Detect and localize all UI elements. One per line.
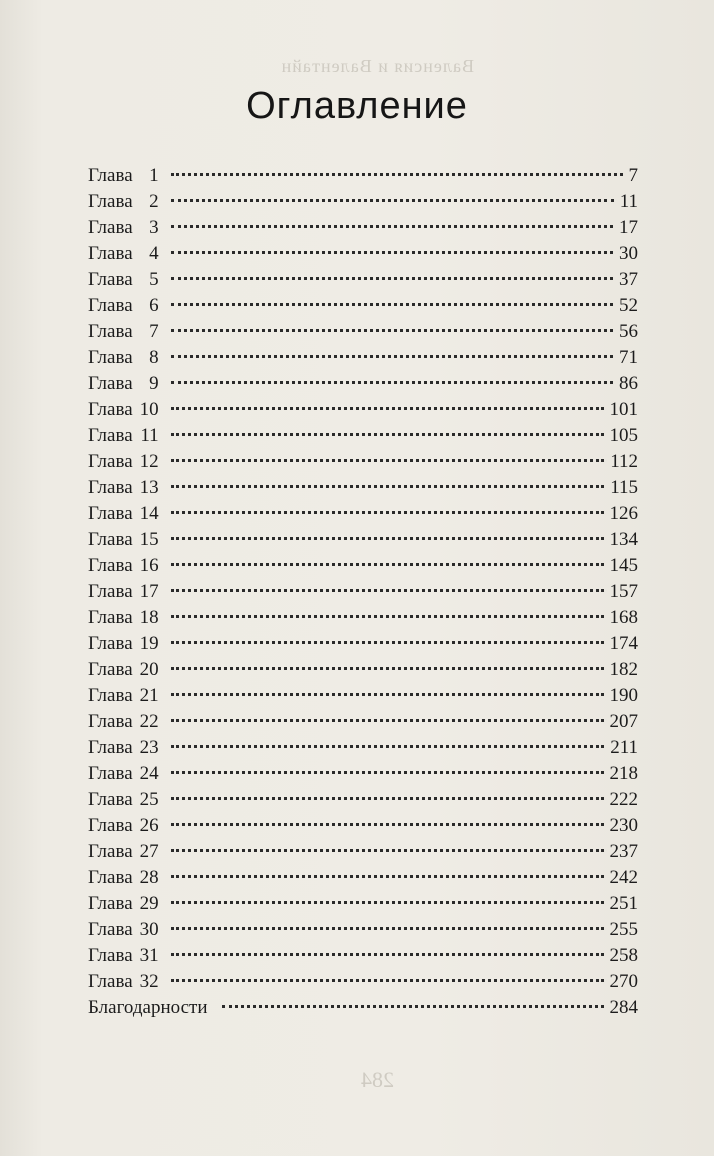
page-number: 115 xyxy=(610,477,638,498)
chapter-word: Глава xyxy=(88,165,133,186)
toc-entry-label xyxy=(88,475,165,501)
chapter-word: Глава xyxy=(88,243,133,264)
toc-entry-chapter-8[interactable] xyxy=(88,345,638,371)
dot-leader xyxy=(171,615,604,618)
toc-entry-chapter-22[interactable] xyxy=(88,709,638,735)
chapter-number: 21 xyxy=(139,685,159,706)
dot-leader xyxy=(171,875,604,878)
dot-leader xyxy=(171,303,613,306)
dot-leader xyxy=(171,901,604,904)
chapter-number: 11 xyxy=(140,425,159,446)
dot-leader xyxy=(171,953,604,956)
toc-entry-label xyxy=(88,345,165,371)
page-number: 134 xyxy=(609,529,638,550)
toc-entry-chapter-6[interactable] xyxy=(88,293,638,319)
toc-entry-label xyxy=(88,813,165,839)
toc-entry-label xyxy=(88,579,165,605)
page-number: 157 xyxy=(609,581,638,602)
chapter-number: 3 xyxy=(149,217,159,238)
chapter-number: 28 xyxy=(139,867,159,888)
toc-entry-label xyxy=(88,293,165,319)
chapter-word: Глава xyxy=(88,451,133,472)
toc-entry-label xyxy=(88,761,165,787)
toc-entry-label xyxy=(88,709,165,735)
toc-entry-label xyxy=(88,449,165,475)
page-number: 112 xyxy=(610,451,638,472)
bleed-page-number: 284 xyxy=(361,1067,394,1092)
dot-leader xyxy=(171,485,605,488)
chapter-word: Глава xyxy=(88,789,133,810)
page-number: 145 xyxy=(609,555,638,576)
toc-entry-chapter-18[interactable] xyxy=(88,605,638,631)
chapter-word: Глава xyxy=(88,529,133,550)
toc-entry-label xyxy=(88,917,165,943)
toc-entry-label xyxy=(88,657,165,683)
dot-leader xyxy=(171,667,604,670)
chapter-word: Глава xyxy=(88,971,133,992)
page-number: 182 xyxy=(609,659,638,680)
chapter-word: Глава xyxy=(88,685,133,706)
dot-leader xyxy=(171,979,604,982)
toc-entry-chapter-24[interactable] xyxy=(88,761,638,787)
toc-entry-chapter-9[interactable] xyxy=(88,371,638,397)
chapter-number: 10 xyxy=(139,399,159,420)
dot-leader xyxy=(171,277,613,280)
chapter-number: 25 xyxy=(139,789,159,810)
chapter-number: 8 xyxy=(149,347,159,368)
toc-entry-label xyxy=(88,605,165,631)
dot-leader xyxy=(171,745,605,748)
toc-entry-chapter-1[interactable] xyxy=(88,163,638,189)
chapter-word: Глава xyxy=(88,399,133,420)
dot-leader xyxy=(171,381,613,384)
toc-entry-label xyxy=(88,943,165,969)
toc-entry-label xyxy=(88,969,165,995)
toc-entry-label xyxy=(88,683,165,709)
toc-entry-label xyxy=(88,891,165,917)
page-number: 71 xyxy=(619,347,638,368)
chapter-word: Глава xyxy=(88,425,133,446)
toc-entry-chapter-30[interactable] xyxy=(88,917,638,943)
toc-entry-label xyxy=(88,163,165,189)
toc-entry-chapter-25[interactable] xyxy=(88,787,638,813)
chapter-word: Глава xyxy=(88,737,133,758)
chapter-number: 23 xyxy=(139,737,159,758)
page-number: 230 xyxy=(609,815,638,836)
page-number: 270 xyxy=(609,971,638,992)
page-number: 237 xyxy=(609,841,638,862)
dot-leader xyxy=(171,225,613,228)
page-number: 190 xyxy=(609,685,638,706)
toc-entry-label xyxy=(88,553,165,579)
dot-leader xyxy=(171,433,604,436)
toc-entry-chapter-21[interactable] xyxy=(88,683,638,709)
dot-leader xyxy=(171,537,604,540)
toc-entry-label xyxy=(88,527,165,553)
toc-entry-chapter-4[interactable] xyxy=(88,241,638,267)
chapter-number: 22 xyxy=(139,711,159,732)
dot-leader xyxy=(222,1005,604,1008)
chapter-word: Глава xyxy=(88,373,133,394)
dot-leader xyxy=(171,355,613,358)
toc-entry-label xyxy=(88,215,165,241)
page-number: 11 xyxy=(619,191,638,212)
page-number: 101 xyxy=(609,399,638,420)
chapter-word: Глава xyxy=(88,269,133,290)
toc-entry-chapter-15[interactable] xyxy=(88,527,638,553)
dot-leader xyxy=(171,199,614,202)
toc-entry-chapter-19[interactable] xyxy=(88,631,638,657)
page-number: 7 xyxy=(628,165,638,186)
toc-entry-acknowledgements[interactable] xyxy=(88,995,638,1021)
toc-entry-chapter-13[interactable] xyxy=(88,475,638,501)
toc-entry-chapter-31[interactable] xyxy=(88,943,638,969)
chapter-number: 6 xyxy=(149,295,159,316)
chapter-number: 13 xyxy=(139,477,159,498)
chapter-word: Глава xyxy=(88,893,133,914)
chapter-word: Глава xyxy=(88,607,133,628)
toc-entry-chapter-28[interactable] xyxy=(88,865,638,891)
toc-entry-chapter-23[interactable] xyxy=(88,735,638,761)
dot-leader xyxy=(171,511,604,514)
dot-leader xyxy=(171,329,613,332)
toc-entry-chapter-26[interactable] xyxy=(88,813,638,839)
page-number: 258 xyxy=(609,945,638,966)
dot-leader xyxy=(171,251,613,254)
dot-leader xyxy=(171,641,604,644)
dot-leader xyxy=(171,719,604,722)
page-number: 86 xyxy=(619,373,638,394)
page-title: Оглавление xyxy=(246,85,468,127)
chapter-number: 20 xyxy=(139,659,159,680)
toc-entry-label xyxy=(88,267,165,293)
chapter-number: 16 xyxy=(139,555,159,576)
toc-entry-chapter-27[interactable] xyxy=(88,839,638,865)
chapter-word: Глава xyxy=(88,581,133,602)
page-number: 222 xyxy=(609,789,638,810)
page-number: 56 xyxy=(619,321,638,342)
page-number: 174 xyxy=(609,633,638,654)
toc-entry-label xyxy=(88,189,165,215)
dot-leader xyxy=(171,771,604,774)
dot-leader xyxy=(171,173,623,176)
chapter-number: 27 xyxy=(139,841,159,862)
toc-entry-label xyxy=(88,501,165,527)
chapter-number: 32 xyxy=(139,971,159,992)
table-of-contents xyxy=(88,163,638,1021)
toc-entry-chapter-11[interactable] xyxy=(88,423,638,449)
toc-entry-chapter-20[interactable] xyxy=(88,657,638,683)
toc-entry-label xyxy=(88,787,165,813)
toc-entry-label xyxy=(88,319,165,345)
chapter-word: Глава xyxy=(88,945,133,966)
toc-entry-chapter-17[interactable] xyxy=(88,579,638,605)
bleed-running-header: Валенсия и Валентайн xyxy=(280,56,474,76)
toc-entry-chapter-3[interactable] xyxy=(88,215,638,241)
dot-leader xyxy=(171,563,604,566)
page-number: 52 xyxy=(619,295,638,316)
page-number: 37 xyxy=(619,269,638,290)
chapter-number: 9 xyxy=(149,373,159,394)
page-number: 17 xyxy=(619,217,638,238)
chapter-number: 17 xyxy=(139,581,159,602)
chapter-word: Глава xyxy=(88,763,133,784)
chapter-word: Глава xyxy=(88,659,133,680)
page-number: 30 xyxy=(619,243,638,264)
chapter-word: Глава xyxy=(88,347,133,368)
chapter-number: 30 xyxy=(139,919,159,940)
dot-leader xyxy=(171,823,604,826)
toc-entry-chapter-7[interactable] xyxy=(88,319,638,345)
dot-leader xyxy=(171,407,604,410)
toc-entry-chapter-29[interactable] xyxy=(88,891,638,917)
chapter-word: Глава xyxy=(88,633,133,654)
page-number: 218 xyxy=(609,763,638,784)
chapter-word: Глава xyxy=(88,815,133,836)
chapter-number: 12 xyxy=(139,451,159,472)
page-number: 284 xyxy=(609,997,638,1018)
page-number: 211 xyxy=(610,737,638,758)
page-number: 242 xyxy=(609,867,638,888)
toc-entry-label xyxy=(88,865,165,891)
toc-entry-label: Благодарности xyxy=(88,997,208,1018)
dot-leader xyxy=(171,693,604,696)
chapter-word: Глава xyxy=(88,867,133,888)
page-number: 207 xyxy=(609,711,638,732)
chapter-word: Глава xyxy=(88,191,133,212)
dot-leader xyxy=(171,849,604,852)
chapter-number: 31 xyxy=(139,945,159,966)
toc-entry-chapter-32[interactable] xyxy=(88,969,638,995)
chapter-number: 19 xyxy=(139,633,159,654)
toc-entry-chapter-10[interactable] xyxy=(88,397,638,423)
chapter-number: 18 xyxy=(139,607,159,628)
toc-entry-chapter-5[interactable] xyxy=(88,267,638,293)
page-number: 126 xyxy=(609,503,638,524)
chapter-word: Глава xyxy=(88,919,133,940)
chapter-word: Глава xyxy=(88,711,133,732)
chapter-number: 15 xyxy=(139,529,159,550)
chapter-number: 4 xyxy=(149,243,159,264)
chapter-word: Глава xyxy=(88,841,133,862)
dot-leader xyxy=(171,459,605,462)
toc-entry-label xyxy=(88,371,165,397)
toc-entry-label xyxy=(88,397,165,423)
chapter-number: 7 xyxy=(149,321,159,342)
chapter-number: 26 xyxy=(139,815,159,836)
dot-leader xyxy=(171,589,604,592)
chapter-word: Глава xyxy=(88,555,133,576)
chapter-word: Глава xyxy=(88,217,133,238)
dot-leader xyxy=(171,927,604,930)
chapter-word: Глава xyxy=(88,503,133,524)
toc-entry-chapter-14[interactable] xyxy=(88,501,638,527)
chapter-number: 1 xyxy=(149,165,159,186)
page-number: 251 xyxy=(609,893,638,914)
toc-entry-label xyxy=(88,631,165,657)
toc-entry-label xyxy=(88,241,165,267)
page-number: 255 xyxy=(609,919,638,940)
chapter-number: 24 xyxy=(139,763,159,784)
chapter-number: 29 xyxy=(139,893,159,914)
dot-leader xyxy=(171,797,604,800)
page-number: 168 xyxy=(609,607,638,628)
chapter-word: Глава xyxy=(88,477,133,498)
chapter-number: 2 xyxy=(149,191,159,212)
toc-entry-chapter-16[interactable] xyxy=(88,553,638,579)
chapter-number: 5 xyxy=(149,269,159,290)
toc-entry-label xyxy=(88,423,165,449)
toc-entry-label xyxy=(88,735,165,761)
chapter-word: Глава xyxy=(88,295,133,316)
chapter-number: 14 xyxy=(139,503,159,524)
toc-entry-label xyxy=(88,839,165,865)
chapter-word: Глава xyxy=(88,321,133,342)
toc-entry-chapter-2[interactable] xyxy=(88,189,638,215)
toc-entry-chapter-12[interactable] xyxy=(88,449,638,475)
page-number: 105 xyxy=(609,425,638,446)
